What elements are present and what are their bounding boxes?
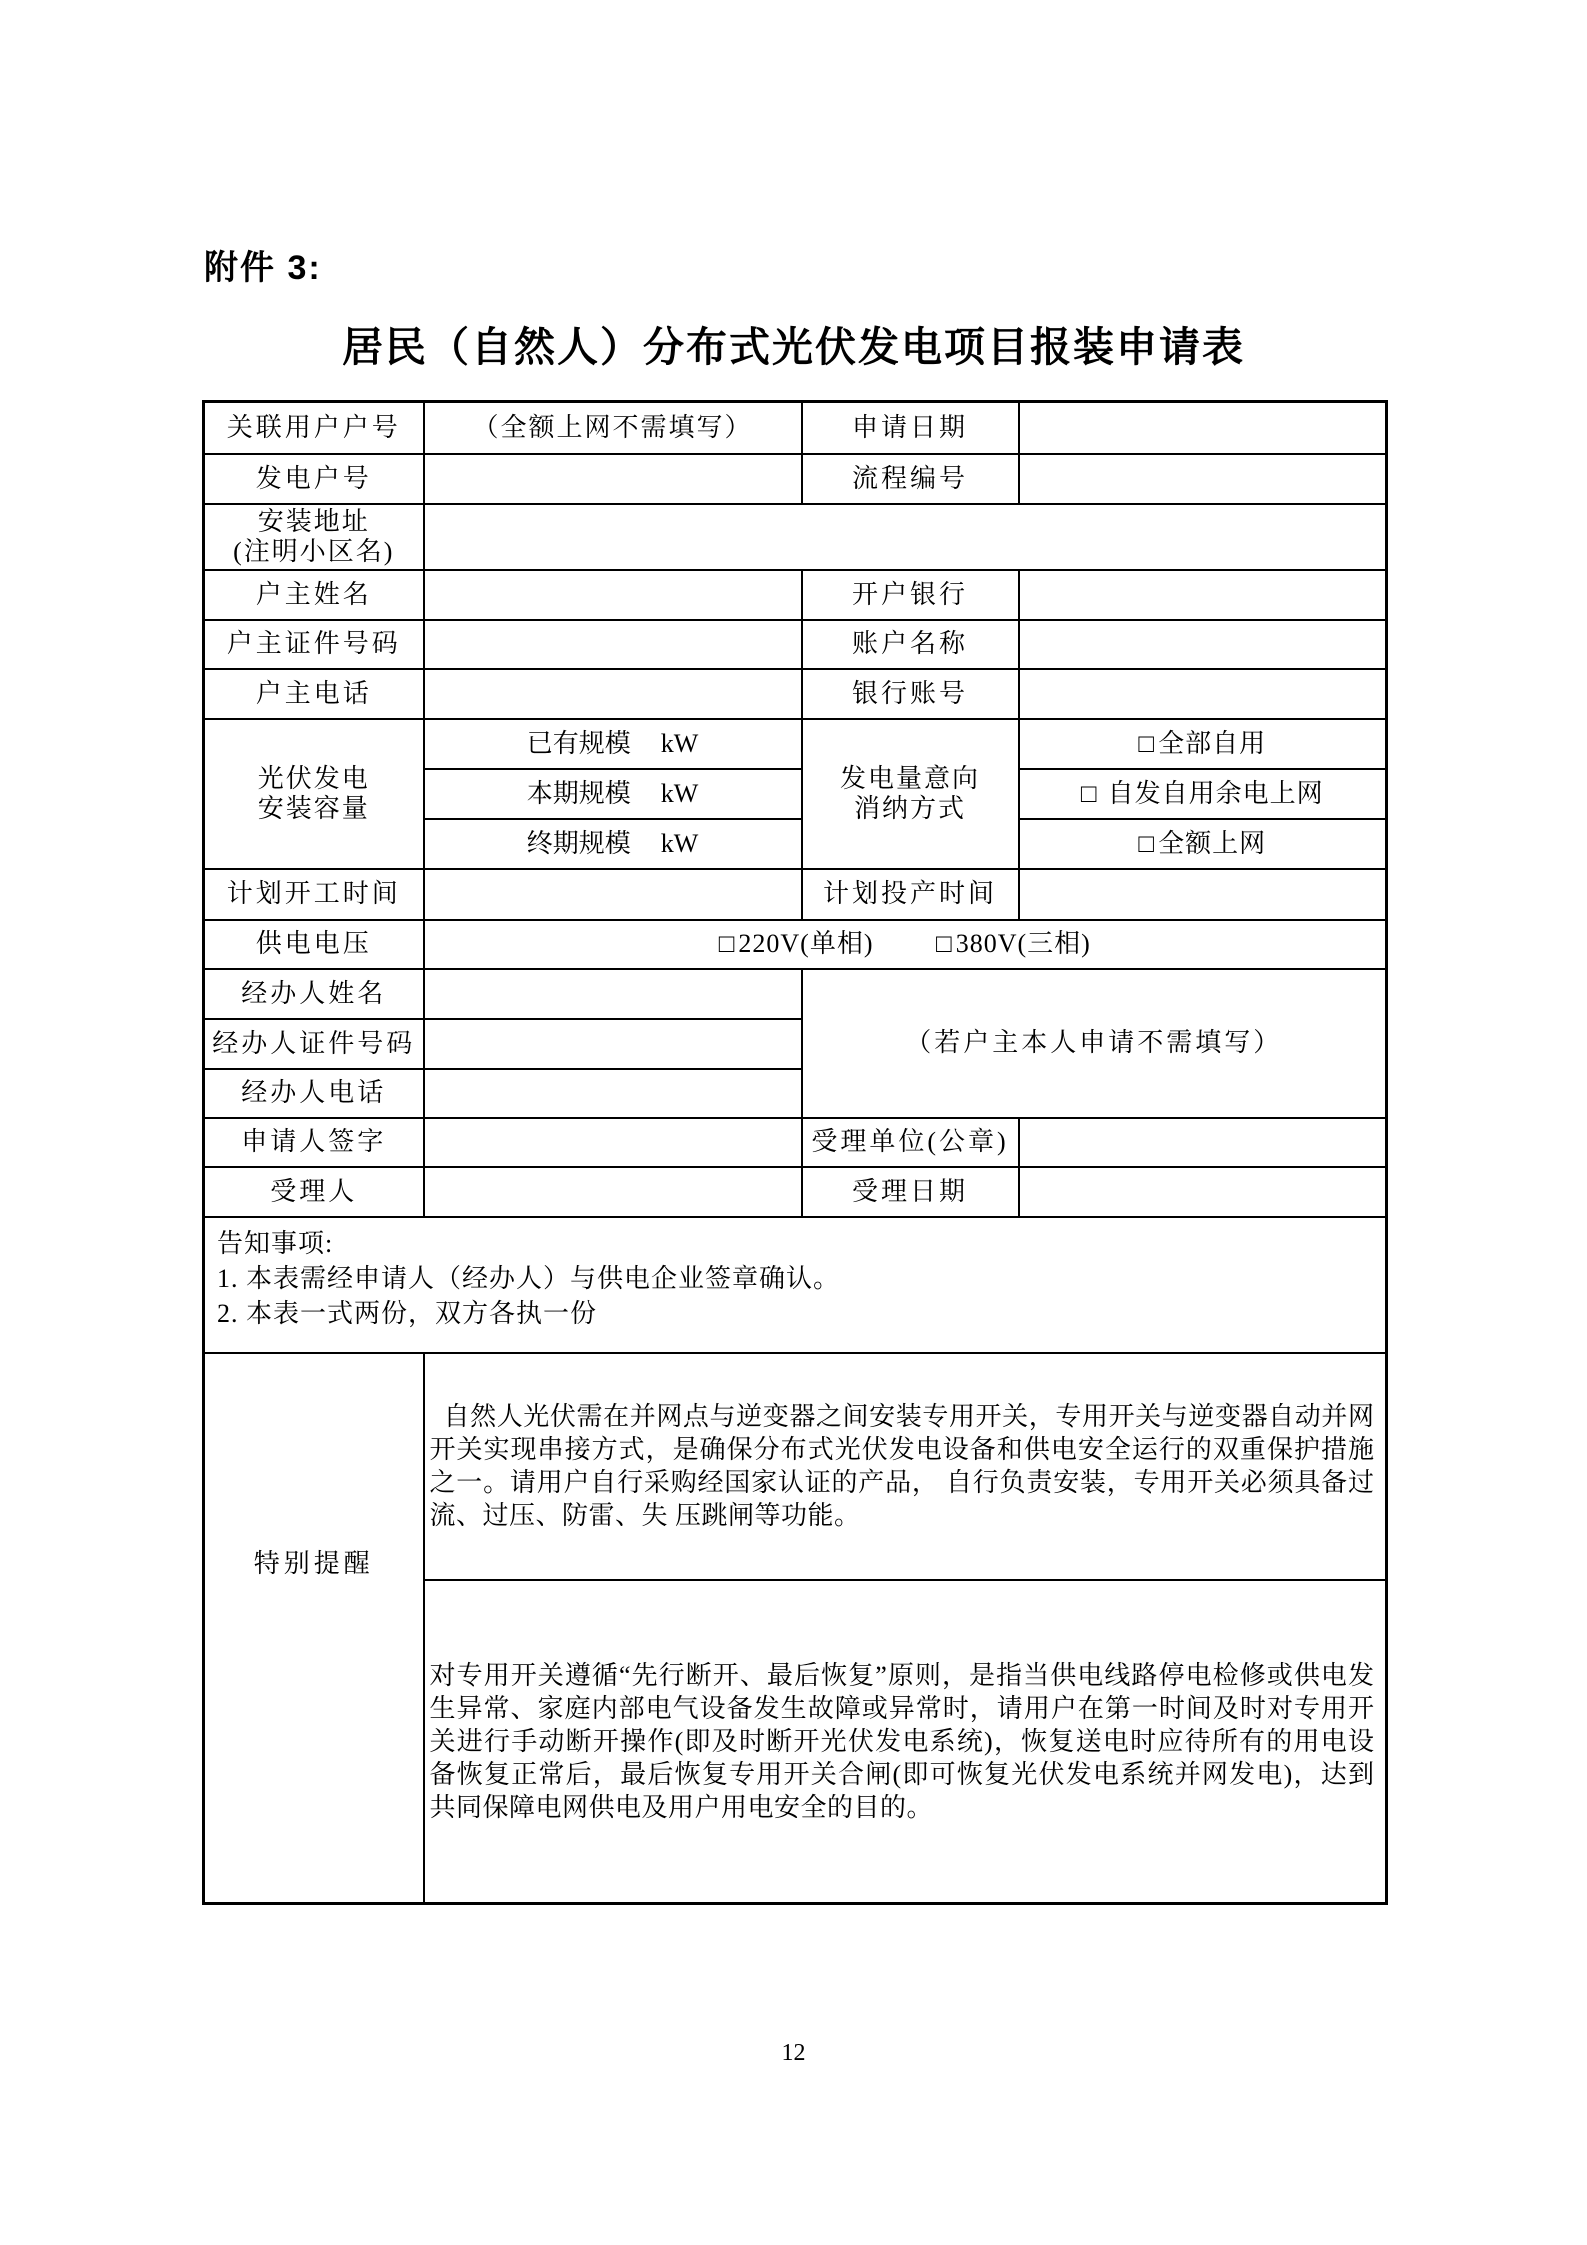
agent-note-cell: （若户主本人申请不需填写） xyxy=(802,969,1387,1118)
field-label-agent-phone: 经办人电话 xyxy=(204,1069,424,1118)
install-address-label-line1: 安装地址 xyxy=(257,506,370,536)
linked-user-no-note: （全额上网不需填写） xyxy=(424,402,802,454)
input-cell-owner-id[interactable] xyxy=(424,620,802,669)
checkbox-icon[interactable]: □ xyxy=(936,929,953,959)
field-label-deposit-bank: 开户银行 xyxy=(802,570,1019,620)
input-cell-install-address[interactable] xyxy=(424,504,1387,570)
existing-scale-label: 已有规模 xyxy=(526,728,631,758)
checkbox-label-220v: 220V(单相) xyxy=(738,929,874,959)
consumption-label-line2: 消纳方式 xyxy=(853,793,966,823)
notice-heading: 告知事项: xyxy=(217,1228,334,1258)
input-cell-plan-start[interactable] xyxy=(424,869,802,920)
current-scale-label: 本期规模 xyxy=(526,778,631,808)
checkbox-icon[interactable]: □ xyxy=(1138,828,1156,858)
field-label-pv-capacity xyxy=(204,719,424,869)
field-label-plan-production: 计划投产时间 xyxy=(802,869,1019,920)
scale-cell-existing[interactable] xyxy=(424,719,802,769)
input-cell-agent-name[interactable] xyxy=(424,969,802,1019)
table-row xyxy=(204,1217,1387,1353)
kw-unit: kW xyxy=(660,778,699,808)
notice-cell xyxy=(204,1217,1387,1353)
pv-capacity-label-line1: 光伏发电 xyxy=(257,763,370,793)
field-label-gen-user-no: 发电户号 xyxy=(204,454,424,504)
checkbox-icon[interactable]: □ xyxy=(1138,728,1156,758)
table-row xyxy=(204,719,1387,769)
field-label-consumption-mode xyxy=(802,719,1019,869)
page-number: 12 xyxy=(781,2040,806,2066)
field-label-owner-id: 户主证件号码 xyxy=(204,620,424,669)
input-cell-account-name[interactable] xyxy=(1019,620,1387,669)
checkbox-cell-self-use-surplus[interactable] xyxy=(1019,769,1387,819)
kw-unit: kW xyxy=(660,828,699,858)
input-cell-applicant-sign[interactable] xyxy=(424,1118,802,1167)
consumption-label-line1: 发电量意向 xyxy=(839,763,980,793)
input-cell-process-no[interactable] xyxy=(1019,454,1387,504)
field-label-plan-start: 计划开工时间 xyxy=(204,869,424,920)
table-row xyxy=(204,920,1387,969)
input-cell-deposit-bank[interactable] xyxy=(1019,570,1387,620)
field-label-process-no: 流程编号 xyxy=(802,454,1019,504)
field-label-bank-account: 银行账号 xyxy=(802,669,1019,719)
checkbox-380v[interactable] xyxy=(936,928,1091,959)
table-row xyxy=(204,402,1387,454)
field-label-apply-date: 申请日期 xyxy=(802,402,1019,454)
table-row xyxy=(204,1167,1387,1217)
field-label-account-name: 账户名称 xyxy=(802,620,1019,669)
special-reminder-paragraph-1: 自然人光伏需在并网点与逆变器之间安装专用开关，专用开关与逆变器自动并网开关实现串接方式，是确保分布式光伏发电设备和供电安全运行的双重保护措施之一。请用户自行采购经国家认证的产品， 自行负责安装，专用开关必须具备过流、过压、防雷、失 压跳闸等功能。 xyxy=(429,1402,1375,1530)
checkbox-icon[interactable]: □ xyxy=(1080,778,1098,808)
input-cell-gen-user-no[interactable] xyxy=(424,454,802,504)
table-row xyxy=(204,1118,1387,1167)
field-label-applicant-sign: 申请人签字 xyxy=(204,1118,424,1167)
input-cell-owner-name[interactable] xyxy=(424,570,802,620)
field-label-install-address xyxy=(204,504,424,570)
application-form-table xyxy=(202,400,1388,1905)
input-cell-agent-phone[interactable] xyxy=(424,1069,802,1118)
checkbox-cell-all-self-use[interactable] xyxy=(1019,719,1387,769)
input-cell-owner-phone[interactable] xyxy=(424,669,802,719)
table-row xyxy=(204,969,1387,1019)
notice-item-2: 2. 本表一式两份，双方各执一份 xyxy=(217,1298,598,1328)
scale-cell-final[interactable] xyxy=(424,819,802,869)
checkbox-cell-full-grid[interactable] xyxy=(1019,819,1387,869)
checkbox-icon[interactable]: □ xyxy=(718,929,736,959)
table-row xyxy=(204,570,1387,620)
checkbox-label-380v: 380V(三相) xyxy=(955,929,1091,959)
table-row xyxy=(204,504,1387,570)
attachment-label: 附件 3: xyxy=(204,249,322,287)
input-cell-accept-date[interactable] xyxy=(1019,1167,1387,1217)
special-reminder-section-1 xyxy=(425,1354,1386,1581)
field-label-acceptor: 受理人 xyxy=(204,1167,424,1217)
notice-item-1: 1. 本表需经申请人（经办人）与供电企业签章确认。 xyxy=(217,1263,841,1293)
field-label-linked-user-no: 关联用户户号 xyxy=(204,402,424,454)
checkbox-220v[interactable] xyxy=(719,928,874,959)
table-row xyxy=(204,454,1387,504)
checkbox-label-all-self-use: 全部自用 xyxy=(1158,728,1267,758)
page-title: 居民（自然人）分布式光伏发电项目报装申请表 xyxy=(342,324,1245,370)
table-row xyxy=(204,1353,1387,1904)
input-cell-apply-date[interactable] xyxy=(1019,402,1387,454)
special-reminder-section-2 xyxy=(425,1581,1386,1902)
checkbox-label-full-grid: 全额上网 xyxy=(1158,828,1267,858)
field-label-agent-id: 经办人证件号码 xyxy=(204,1019,424,1069)
field-label-agent-name: 经办人姓名 xyxy=(204,969,424,1019)
special-reminder-paragraph-2: 对专用开关遵循“先行断开、最后恢复”原则，是指当供电线路停电检修或供电发生异常、家庭内部电气设备发生故障或异常时，请用户在第一时间及时对专用开关进行手动断开操作(即及时断开光伏发电系统)，恢复送电时应待所有的用电设备恢复正常后，最后恢复专用开关合闸(即可恢复光伏发电系统并网发电)，达到共同保障电网供电及用户用电安全的目的。 xyxy=(429,1660,1375,1822)
kw-unit: kW xyxy=(660,728,699,758)
pv-capacity-label-line2: 安装容量 xyxy=(257,793,370,823)
final-scale-label: 终期规模 xyxy=(526,828,631,858)
field-label-special-reminder: 特别提醒 xyxy=(204,1353,424,1904)
field-label-owner-phone: 户主电话 xyxy=(204,669,424,719)
scale-cell-current[interactable] xyxy=(424,769,802,819)
install-address-label-line2: (注明小区名) xyxy=(233,536,395,566)
input-cell-agent-id[interactable] xyxy=(424,1019,802,1069)
input-cell-accept-unit[interactable] xyxy=(1019,1118,1387,1167)
field-label-owner-name: 户主姓名 xyxy=(204,570,424,620)
special-reminder-content xyxy=(424,1353,1387,1904)
input-cell-bank-account[interactable] xyxy=(1019,669,1387,719)
field-label-accept-date: 受理日期 xyxy=(802,1167,1019,1217)
voltage-options-cell xyxy=(424,920,1387,969)
field-label-accept-unit: 受理单位(公章) xyxy=(802,1118,1019,1167)
field-label-supply-voltage: 供电电压 xyxy=(204,920,424,969)
checkbox-label-self-use-surplus: 自发自用余电上网 xyxy=(1107,778,1324,808)
table-row xyxy=(204,669,1387,719)
input-cell-plan-production[interactable] xyxy=(1019,869,1387,920)
table-row xyxy=(204,869,1387,920)
table-row xyxy=(204,620,1387,669)
input-cell-acceptor[interactable] xyxy=(424,1167,802,1217)
